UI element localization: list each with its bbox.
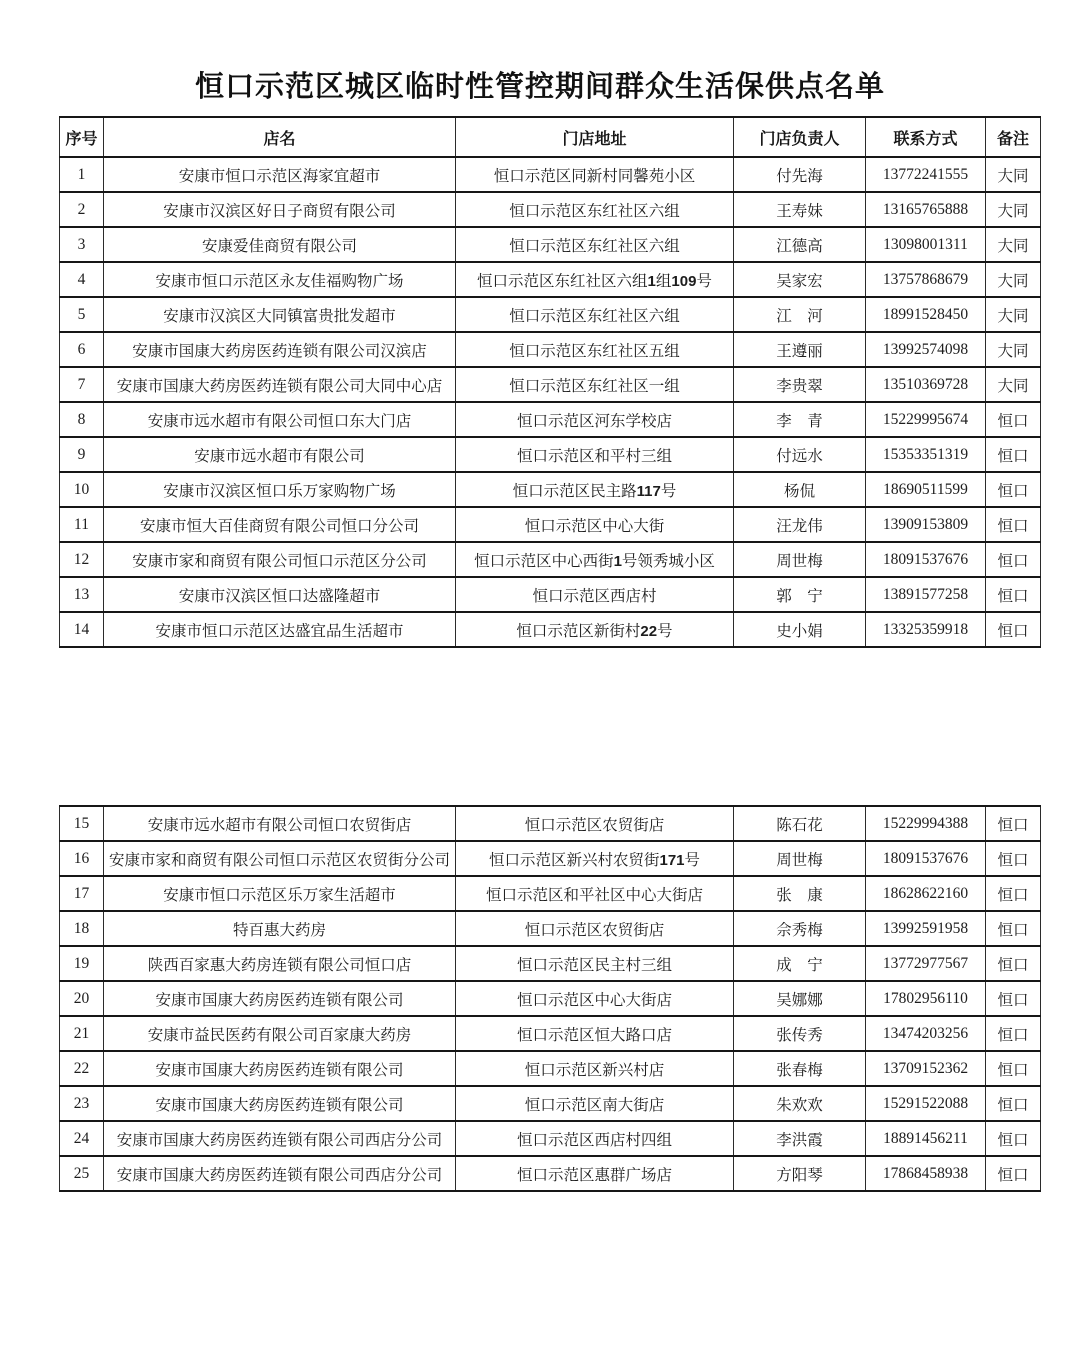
store-address-cell: 恒口示范区西店村	[456, 577, 734, 612]
table-row	[60, 911, 1041, 946]
row-number-cell: 6	[60, 332, 104, 367]
phone-number-cell: 13325359918	[866, 612, 986, 647]
note-cell: 恒口	[986, 1156, 1041, 1191]
store-address-cell: 恒口示范区和平村三组	[456, 437, 734, 472]
note-cell: 恒口	[986, 1121, 1041, 1156]
table-row	[60, 1086, 1041, 1121]
store-address-cell: 恒口示范区和平社区中心大街店	[456, 876, 734, 911]
store-address-cell: 恒口示范区中心西街1号领秀城小区	[456, 542, 734, 577]
header-note: 备注	[986, 117, 1041, 157]
manager-name-cell: 汪龙伟	[734, 507, 866, 542]
row-number-cell: 19	[60, 946, 104, 981]
store-name-cell: 安康市国康大药房医药连锁有限公司西店分公司	[104, 1156, 456, 1191]
phone-number-cell: 13992574098	[866, 332, 986, 367]
store-name-cell: 安康市益民医药有限公司百家康大药房	[104, 1016, 456, 1051]
manager-name-cell: 付远水	[734, 437, 866, 472]
row-number-cell: 9	[60, 437, 104, 472]
manager-name-cell: 李贵翠	[734, 367, 866, 402]
phone-number-cell: 13909153809	[866, 507, 986, 542]
store-name-cell: 安康市恒口示范区永友佳福购物广场	[104, 262, 456, 297]
table-row	[60, 1156, 1041, 1191]
note-cell: 大同	[986, 157, 1041, 192]
row-number-cell: 24	[60, 1121, 104, 1156]
table-row	[60, 876, 1041, 911]
row-number-cell: 8	[60, 402, 104, 437]
phone-number-cell: 17802956110	[866, 981, 986, 1016]
store-address-cell: 恒口示范区东红社区六组	[456, 192, 734, 227]
store-name-cell: 安康市国康大药房医药连锁有限公司	[104, 981, 456, 1016]
phone-number-cell: 15229995674	[866, 402, 986, 437]
manager-name-cell: 朱欢欢	[734, 1086, 866, 1121]
note-cell: 恒口	[986, 507, 1041, 542]
manager-name-cell: 张传秀	[734, 1016, 866, 1051]
phone-number-cell: 15291522088	[866, 1086, 986, 1121]
store-name-cell: 安康市汉滨区大同镇富贵批发超市	[104, 297, 456, 332]
phone-number-cell: 13709152362	[866, 1051, 986, 1086]
row-number-cell: 22	[60, 1051, 104, 1086]
note-cell: 恒口	[986, 981, 1041, 1016]
table-row	[60, 1016, 1041, 1051]
note-cell: 恒口	[986, 841, 1041, 876]
header-name: 店名	[104, 117, 456, 157]
phone-number-cell: 18891456211	[866, 1121, 986, 1156]
store-name-cell: 安康市家和商贸有限公司恒口示范区农贸街分公司	[104, 841, 456, 876]
note-cell: 恒口	[986, 876, 1041, 911]
note-cell: 恒口	[986, 472, 1041, 507]
store-address-cell: 恒口示范区恒大路口店	[456, 1016, 734, 1051]
store-address-cell: 恒口示范区民主村三组	[456, 946, 734, 981]
phone-number-cell: 13772241555	[866, 157, 986, 192]
store-name-cell: 安康市汉滨区恒口达盛隆超市	[104, 577, 456, 612]
table-row	[60, 946, 1041, 981]
store-name-cell: 安康市恒口示范区海家宜超市	[104, 157, 456, 192]
note-cell: 恒口	[986, 402, 1041, 437]
phone-number-cell: 18091537676	[866, 841, 986, 876]
row-number-cell: 10	[60, 472, 104, 507]
note-cell: 大同	[986, 367, 1041, 402]
store-name-cell: 安康市国康大药房医药连锁有限公司	[104, 1051, 456, 1086]
row-number-cell: 7	[60, 367, 104, 402]
table-row	[60, 1051, 1041, 1086]
store-name-cell: 特百惠大药房	[104, 911, 456, 946]
table-row	[60, 192, 1041, 227]
store-name-cell: 安康爱佳商贸有限公司	[104, 227, 456, 262]
table-row	[60, 841, 1041, 876]
store-table-lower	[59, 805, 1041, 1192]
note-cell: 恒口	[986, 542, 1041, 577]
store-name-cell: 安康市远水超市有限公司	[104, 437, 456, 472]
page-title: 恒口示范区城区临时性管控期间群众生活保供点名单	[194, 71, 885, 103]
manager-name-cell: 江 河	[734, 297, 866, 332]
row-number-cell: 16	[60, 841, 104, 876]
note-cell: 恒口	[986, 437, 1041, 472]
note-cell: 恒口	[986, 577, 1041, 612]
phone-number-cell: 15353351319	[866, 437, 986, 472]
phone-number-cell: 13474203256	[866, 1016, 986, 1051]
row-number-cell: 15	[60, 806, 104, 841]
note-cell: 恒口	[986, 806, 1041, 841]
store-address-cell: 恒口示范区东红社区六组	[456, 297, 734, 332]
row-number-cell: 2	[60, 192, 104, 227]
phone-number-cell: 15229994388	[866, 806, 986, 841]
note-cell: 恒口	[986, 1016, 1041, 1051]
row-number-cell: 1	[60, 157, 104, 192]
manager-name-cell: 杨侃	[734, 472, 866, 507]
row-number-cell: 14	[60, 612, 104, 647]
manager-name-cell: 佘秀梅	[734, 911, 866, 946]
manager-name-cell: 江德高	[734, 227, 866, 262]
manager-name-cell: 李 青	[734, 402, 866, 437]
row-number-cell: 4	[60, 262, 104, 297]
table-row	[60, 806, 1041, 841]
phone-number-cell: 13165765888	[866, 192, 986, 227]
header-address: 门店地址	[456, 117, 734, 157]
note-cell: 恒口	[986, 1051, 1041, 1086]
row-number-cell: 3	[60, 227, 104, 262]
manager-name-cell: 周世梅	[734, 542, 866, 577]
table-row	[60, 507, 1041, 542]
header-phone: 联系方式	[866, 117, 986, 157]
table-row	[60, 157, 1041, 192]
store-address-cell: 恒口示范区同新村同馨苑小区	[456, 157, 734, 192]
table-row	[60, 297, 1041, 332]
store-address-cell: 恒口示范区农贸街店	[456, 911, 734, 946]
row-number-cell: 12	[60, 542, 104, 577]
store-address-cell: 恒口示范区新兴村店	[456, 1051, 734, 1086]
table-row	[60, 227, 1041, 262]
store-name-cell: 安康市国康大药房医药连锁有限公司大同中心店	[104, 367, 456, 402]
table-row	[60, 437, 1041, 472]
store-address-cell: 恒口示范区农贸街店	[456, 806, 734, 841]
note-cell: 大同	[986, 262, 1041, 297]
row-number-cell: 20	[60, 981, 104, 1016]
store-name-cell: 安康市远水超市有限公司恒口农贸街店	[104, 806, 456, 841]
manager-name-cell: 陈石花	[734, 806, 866, 841]
header-manager: 门店负责人	[734, 117, 866, 157]
row-number-cell: 17	[60, 876, 104, 911]
row-number-cell: 5	[60, 297, 104, 332]
manager-name-cell: 方阳琴	[734, 1156, 866, 1191]
manager-name-cell: 付先海	[734, 157, 866, 192]
phone-number-cell: 18991528450	[866, 297, 986, 332]
phone-number-cell: 18628622160	[866, 876, 986, 911]
store-address-cell: 恒口示范区民主路117号	[456, 472, 734, 507]
phone-number-cell: 17868458938	[866, 1156, 986, 1191]
note-cell: 恒口	[986, 1086, 1041, 1121]
store-name-cell: 安康市家和商贸有限公司恒口示范区分公司	[104, 542, 456, 577]
store-address-cell: 恒口示范区中心大街店	[456, 981, 734, 1016]
manager-name-cell: 史小娟	[734, 612, 866, 647]
row-number-cell: 23	[60, 1086, 104, 1121]
row-number-cell: 21	[60, 1016, 104, 1051]
phone-number-cell: 13098001311	[866, 227, 986, 262]
manager-name-cell: 成 宁	[734, 946, 866, 981]
table-row	[60, 577, 1041, 612]
manager-name-cell: 郭 宁	[734, 577, 866, 612]
manager-name-cell: 王遵丽	[734, 332, 866, 367]
row-number-cell: 25	[60, 1156, 104, 1191]
table-row	[60, 332, 1041, 367]
store-address-cell: 恒口示范区新兴村农贸街171号	[456, 841, 734, 876]
note-cell: 恒口	[986, 911, 1041, 946]
store-address-cell: 恒口示范区西店村四组	[456, 1121, 734, 1156]
header-no: 序号	[60, 117, 104, 157]
table-row	[60, 262, 1041, 297]
row-number-cell: 11	[60, 507, 104, 542]
store-name-cell: 安康市远水超市有限公司恒口东大门店	[104, 402, 456, 437]
phone-number-cell: 13891577258	[866, 577, 986, 612]
manager-name-cell: 张春梅	[734, 1051, 866, 1086]
phone-number-cell: 13992591958	[866, 911, 986, 946]
manager-name-cell: 吴家宏	[734, 262, 866, 297]
table-row	[60, 542, 1041, 577]
row-number-cell: 13	[60, 577, 104, 612]
table-row	[60, 1121, 1041, 1156]
store-name-cell: 安康市国康大药房医药连锁有限公司汉滨店	[104, 332, 456, 367]
row-number-cell: 18	[60, 911, 104, 946]
store-name-cell: 安康市恒大百佳商贸有限公司恒口分公司	[104, 507, 456, 542]
phone-number-cell: 13772977567	[866, 946, 986, 981]
note-cell: 恒口	[986, 612, 1041, 647]
manager-name-cell: 张 康	[734, 876, 866, 911]
store-name-cell: 安康市恒口示范区达盛宜品生活超市	[104, 612, 456, 647]
store-name-cell: 安康市汉滨区好日子商贸有限公司	[104, 192, 456, 227]
table-row	[60, 612, 1041, 647]
note-cell: 大同	[986, 227, 1041, 262]
store-address-cell: 恒口示范区南大街店	[456, 1086, 734, 1121]
note-cell: 大同	[986, 192, 1041, 227]
store-name-cell: 安康市国康大药房医药连锁有限公司	[104, 1086, 456, 1121]
manager-name-cell: 周世梅	[734, 841, 866, 876]
store-name-cell: 安康市恒口示范区乐万家生活超市	[104, 876, 456, 911]
table-row	[60, 367, 1041, 402]
store-address-cell: 恒口示范区惠群广场店	[456, 1156, 734, 1191]
store-address-cell: 恒口示范区新街村22号	[456, 612, 734, 647]
store-name-cell: 安康市汉滨区恒口乐万家购物广场	[104, 472, 456, 507]
table-row	[60, 981, 1041, 1016]
store-table-upper	[59, 116, 1041, 648]
table-header-row	[60, 117, 1041, 157]
manager-name-cell: 吴娜娜	[734, 981, 866, 1016]
note-cell: 大同	[986, 332, 1041, 367]
store-address-cell: 恒口示范区东红社区六组	[456, 227, 734, 262]
manager-name-cell: 王寿妹	[734, 192, 866, 227]
store-address-cell: 恒口示范区东红社区五组	[456, 332, 734, 367]
phone-number-cell: 13757868679	[866, 262, 986, 297]
phone-number-cell: 13510369728	[866, 367, 986, 402]
phone-number-cell: 18690511599	[866, 472, 986, 507]
store-address-cell: 恒口示范区东红社区一组	[456, 367, 734, 402]
store-address-cell: 恒口示范区河东学校店	[456, 402, 734, 437]
store-address-cell: 恒口示范区中心大街	[456, 507, 734, 542]
note-cell: 恒口	[986, 946, 1041, 981]
store-name-cell: 陕西百家惠大药房连锁有限公司恒口店	[104, 946, 456, 981]
note-cell: 大同	[986, 297, 1041, 332]
phone-number-cell: 18091537676	[866, 542, 986, 577]
manager-name-cell: 李洪霞	[734, 1121, 866, 1156]
table-row	[60, 472, 1041, 507]
store-address-cell: 恒口示范区东红社区六组1组109号	[456, 262, 734, 297]
store-name-cell: 安康市国康大药房医药连锁有限公司西店分公司	[104, 1121, 456, 1156]
table-row	[60, 402, 1041, 437]
